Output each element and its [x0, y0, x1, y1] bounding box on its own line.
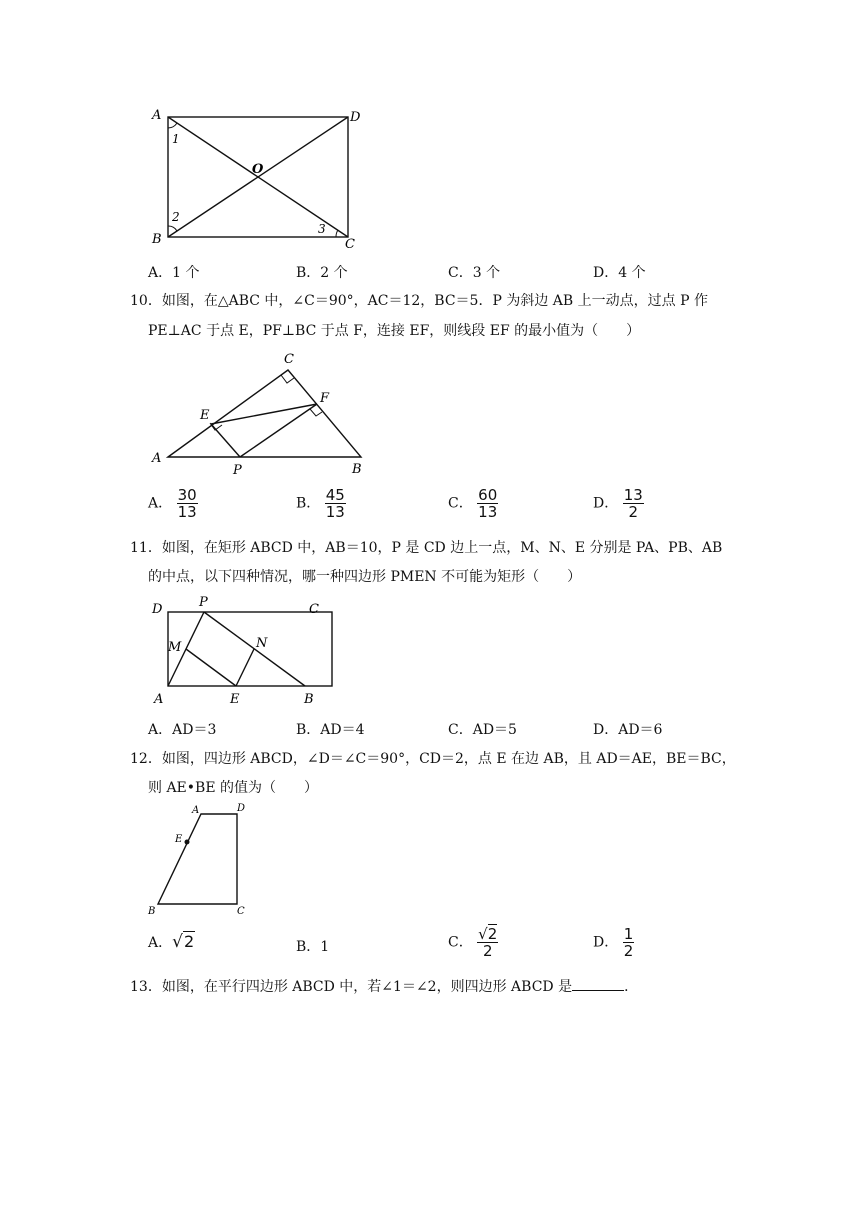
numerator: 13: [623, 486, 643, 504]
option-letter: D．: [593, 495, 619, 512]
q12-option-a[interactable]: [148, 932, 195, 952]
label-B: B: [352, 462, 362, 477]
label-A: A: [152, 451, 162, 466]
q9-option-b[interactable]: B．2 个: [296, 265, 348, 281]
label-B: B: [152, 232, 162, 247]
fraction: [623, 926, 635, 959]
q13-text: [130, 976, 638, 996]
option-letter: B．: [296, 495, 321, 512]
q12-text-line2: 则 AE•BE 的值为（ ）: [148, 780, 318, 796]
label-A: A: [154, 692, 164, 707]
label-C: C: [309, 602, 319, 617]
q10-text-line1: 10．如图，在△ABC 中，∠C＝90°，AC＝12，BC＝5．P 为斜边 AB 上一动点，过点 P 作: [130, 293, 708, 309]
label-A: A: [152, 108, 162, 123]
q11-option-d[interactable]: D．AD＝6: [593, 722, 663, 738]
q11-option-a[interactable]: A．AD＝3: [148, 722, 217, 738]
fraction: [325, 487, 346, 520]
q11-option-c[interactable]: C．AD＝5: [448, 722, 517, 738]
numerator: 45: [325, 486, 345, 504]
q9-option-d[interactable]: D．4 个: [593, 265, 646, 281]
label-C: C: [345, 237, 355, 250]
label-angle-1: 1: [172, 132, 180, 146]
denominator: 13: [325, 503, 345, 521]
label-C: C: [237, 906, 245, 917]
q13-end: ．: [624, 979, 639, 995]
numerator: 1: [623, 925, 634, 943]
label-E: E: [230, 692, 240, 707]
q11-option-b[interactable]: B．AD＝4: [296, 722, 365, 738]
q10-option-b[interactable]: [296, 487, 346, 520]
option-letter: A．: [148, 495, 173, 512]
q10-option-c[interactable]: [448, 487, 498, 520]
sqrt-sign: √: [172, 932, 183, 952]
fraction: [623, 487, 644, 520]
q12-option-d[interactable]: [593, 926, 634, 959]
fraction: [477, 487, 498, 520]
figure-rectangle-pmen: [140, 590, 340, 710]
label-D: D: [152, 602, 163, 617]
q13-question: 13．如图，在平行四边形 ABCD 中，若∠1＝∠2，则四边形 ABCD 是: [130, 979, 573, 995]
denominator: 2: [628, 503, 638, 521]
figure-trapezoid: [140, 800, 270, 920]
numerator: 60: [478, 486, 498, 504]
option-value: 1: [320, 939, 330, 955]
label-angle-2: 2: [172, 210, 180, 224]
option-letter: A．: [148, 935, 173, 951]
fraction: [477, 926, 498, 959]
option-letter: B．: [296, 939, 321, 955]
q11-text-line1: 11．如图，在矩形 ABCD 中，AB＝10，P 是 CD 边上一点，M、N、E 分别是 PA、PB、AB: [130, 540, 723, 556]
q12-option-b[interactable]: [296, 936, 329, 956]
label-C: C: [284, 352, 294, 367]
q12-option-c[interactable]: [448, 926, 498, 959]
label-A: A: [192, 805, 200, 816]
label-D: D: [237, 803, 246, 814]
label-B: B: [304, 692, 314, 707]
figure-right-triangle: [140, 345, 380, 480]
label-D: D: [350, 110, 361, 125]
label-P: P: [199, 595, 208, 610]
answer-blank[interactable]: [572, 978, 624, 991]
fraction: [177, 487, 198, 520]
numerator: 30: [177, 486, 197, 504]
label-B: B: [148, 906, 156, 917]
denominator: 13: [478, 503, 498, 521]
label-E: E: [175, 834, 183, 845]
q9-option-a[interactable]: A．1 个: [148, 265, 200, 281]
q10-option-d[interactable]: [593, 487, 644, 520]
label-E: E: [200, 408, 210, 423]
label-M: M: [168, 640, 182, 655]
label-P: P: [233, 463, 242, 478]
q11-text-line2: 的中点，以下四种情况，哪一种四边形 PMEN 不可能为矩形（ ）: [148, 569, 582, 585]
q10-text-line2: PE⊥AC 于点 E，PF⊥BC 于点 F，连接 EF，则线段 EF 的最小值为（ ）: [148, 323, 641, 339]
sqrt-value: 2: [183, 932, 195, 951]
q12-text-line1: 12．如图，四边形 ABCD，∠D＝∠C＝90°，CD＝2，点 E 在边 AB，且 AD＝AE，BE＝BC，: [130, 751, 736, 767]
option-letter: C．: [448, 495, 473, 512]
label-F: F: [320, 391, 330, 406]
denominator: 2: [482, 942, 493, 960]
numerator: [477, 926, 498, 943]
q9-option-c[interactable]: C．3 个: [448, 265, 501, 281]
q10-option-a[interactable]: [148, 487, 198, 520]
denominator: 13: [177, 503, 197, 521]
sqrt-sign: √: [478, 925, 488, 943]
label-N: N: [256, 636, 268, 651]
label-O: O: [252, 162, 264, 177]
option-letter: C．: [448, 934, 473, 951]
figure-rectangle-diagonals: [140, 100, 380, 250]
label-angle-3: 3: [318, 222, 326, 236]
sqrt-value: 2: [487, 925, 498, 943]
option-letter: D．: [593, 934, 619, 951]
denominator: 2: [623, 942, 634, 960]
